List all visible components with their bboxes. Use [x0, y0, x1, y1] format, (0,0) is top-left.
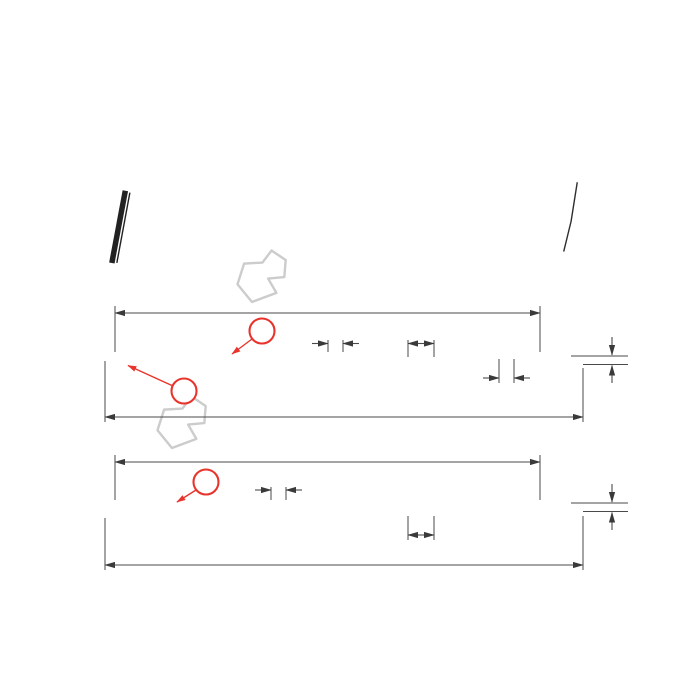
- point-label-a: [128, 366, 197, 404]
- leader-line: [128, 366, 173, 387]
- sheet-right-end: [562, 182, 578, 251]
- sheet-3d-view: [110, 181, 578, 263]
- watermark-upper: [231, 248, 294, 305]
- leader-line: [177, 490, 196, 502]
- point-label-b: [232, 319, 275, 355]
- extension-lines: [105, 306, 628, 422]
- section-r-cross-section: [105, 455, 628, 570]
- point-label-r: [177, 470, 219, 503]
- section-a-cross-section: [105, 306, 628, 422]
- brand-logo-icon: [231, 248, 294, 305]
- leader-line: [232, 339, 252, 354]
- extension-lines: [105, 455, 628, 570]
